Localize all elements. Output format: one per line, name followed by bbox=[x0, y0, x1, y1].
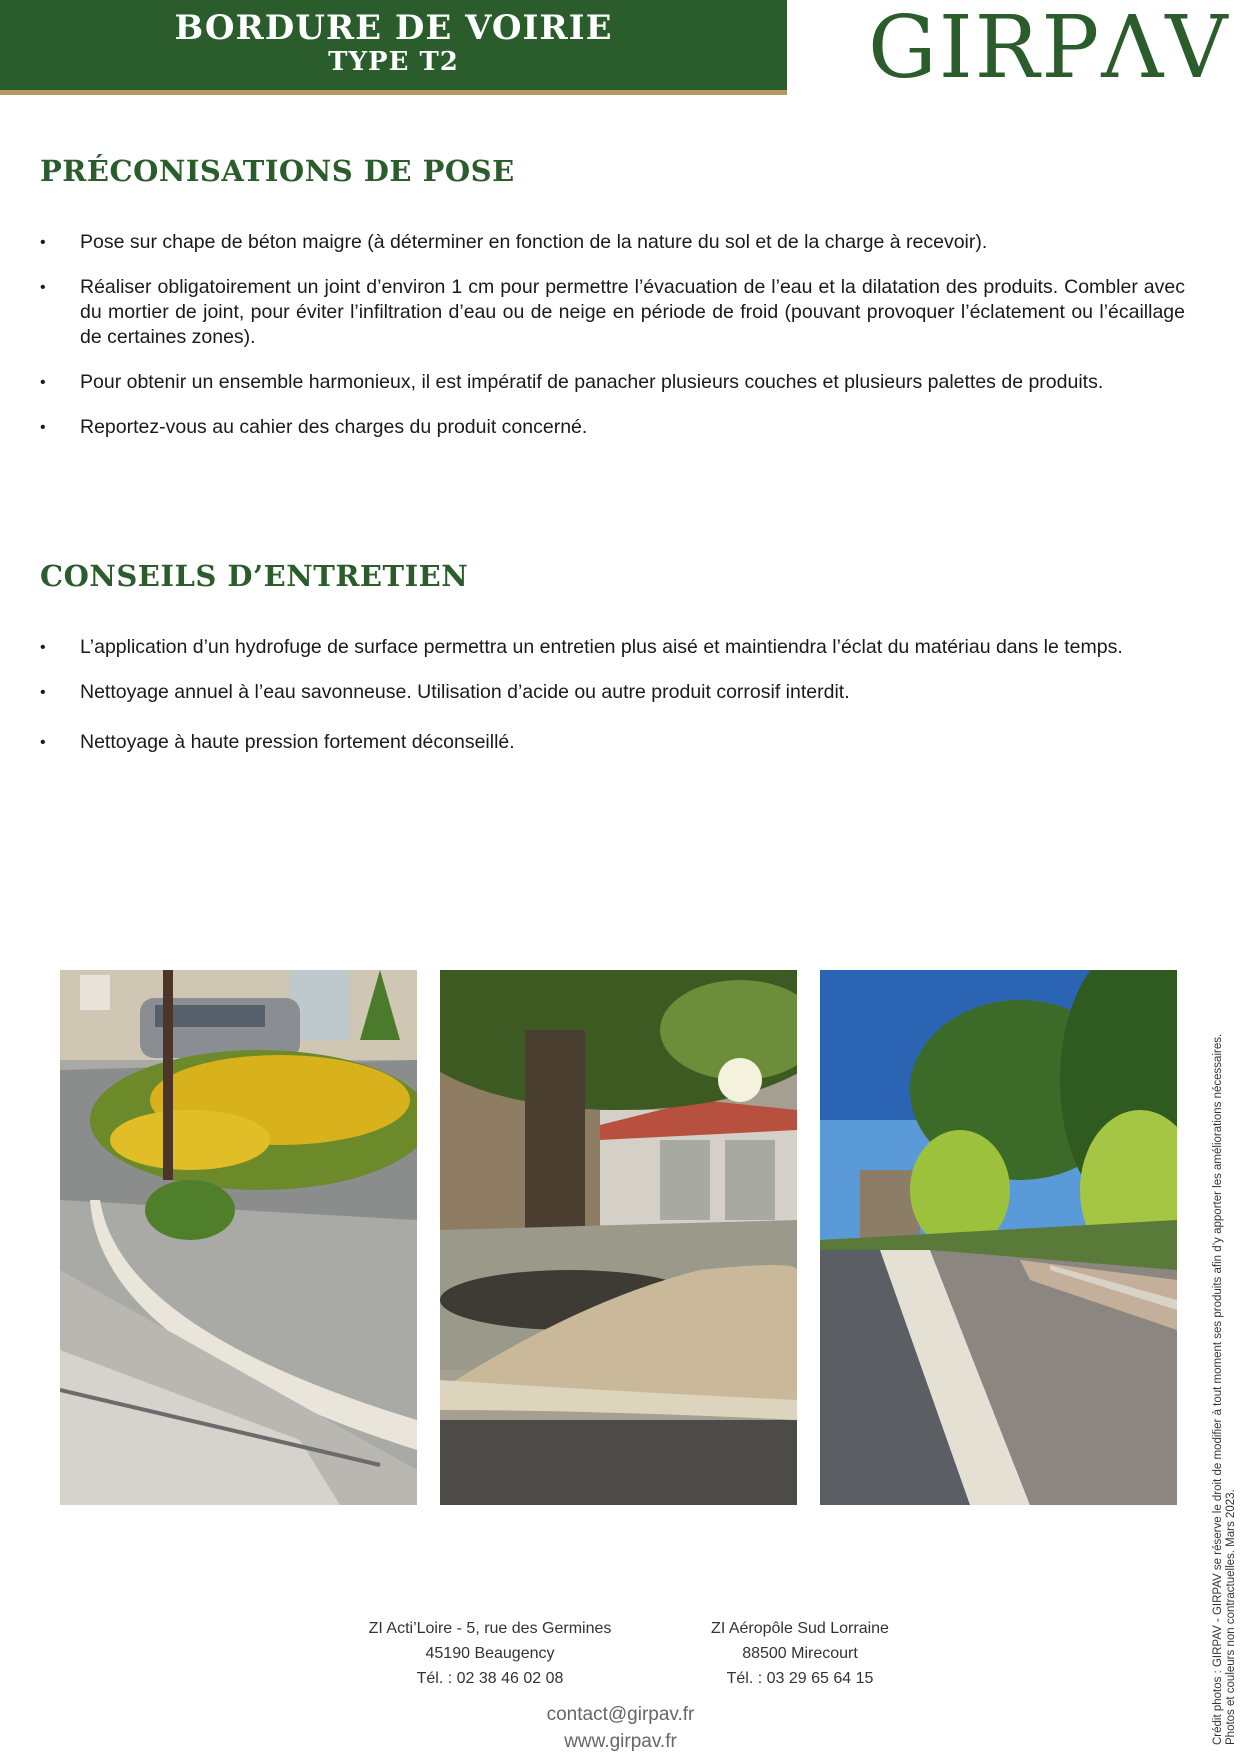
list-item: • Pour obtenir un ensemble harmonieux, il est impératif de panacher plusieurs couches et plusieurs palettes de produits. bbox=[40, 371, 1104, 393]
entretien-list bbox=[40, 635, 1185, 775]
bullet-icon: • bbox=[40, 639, 46, 656]
photo-street-curb bbox=[60, 970, 417, 1505]
photo-credit: Crédit photos : GIRPAV - GIRPAV se réserve le droit de modifier à tout moment ses produits afin d’y apporter les améliorations nécessaires. Photos et couleurs non contractuelles. Mars 2023. bbox=[1212, 1033, 1237, 1745]
list-item: • Nettoyage à haute pression fortement déconseillé. bbox=[40, 731, 515, 753]
list-item: • Reportez-vous au cahier des charges du produit concerné. bbox=[40, 416, 588, 438]
bullet-icon: • bbox=[40, 419, 46, 436]
list-item: • Réaliser obligatoirement un joint d’environ 1 cm pour permettre l’évacuation de l’eau et la dilatation des produits. Combler avec du mortier de joint, pour éviter l’infiltration d’eau ou de neige en période de froid (pouvant provoquer l’éclatement ou l’écaillage de certaines zones). bbox=[40, 276, 1185, 348]
website-link[interactable]: www.girpav.fr bbox=[564, 1731, 677, 1752]
bullet-icon: • bbox=[40, 374, 46, 391]
pose-list bbox=[40, 230, 1185, 460]
address-mirecourt: ZI Aéropôle Sud Lorraine 88500 Mirecourt Tél. : 03 29 65 64 15 bbox=[711, 1620, 889, 1687]
header-banner bbox=[0, 0, 787, 95]
list-item: • Pose sur chape de béton maigre (à déterminer en fonction de la nature du sol et de la charge à recevoir). bbox=[40, 231, 988, 253]
list-item: • L’application d’un hydrofuge de surface permettra un entretien plus aisé et maintiendra l’éclat du matériau dans le temps. bbox=[40, 636, 1123, 658]
document-subtitle: TYPE T2 bbox=[328, 47, 459, 77]
bullet-icon: • bbox=[40, 734, 46, 751]
section-heading-pose: PRÉCONISATIONS DE POSE bbox=[40, 154, 515, 188]
photo-avenue-curb bbox=[820, 970, 1177, 1505]
bullet-icon: • bbox=[40, 684, 46, 701]
photo-tree-paving bbox=[440, 970, 797, 1505]
bullet-icon: • bbox=[40, 234, 46, 251]
girpav-logo: GIRPΛV bbox=[868, 0, 1230, 98]
email-link[interactable]: contact@girpav.fr bbox=[546, 1704, 695, 1725]
address-beaugency: ZI Acti’Loire - 5, rue des Germines 45190 Beaugency Tél. : 02 38 46 02 08 bbox=[368, 1620, 612, 1687]
list-item: • Nettoyage annuel à l’eau savonneuse. Utilisation d’acide ou autre produit corrosif interdit. bbox=[40, 681, 850, 703]
section-heading-entretien: CONSEILS D’ENTRETIEN bbox=[40, 559, 469, 593]
document-title: BORDURE DE VOIRIE bbox=[174, 8, 613, 48]
bullet-icon: • bbox=[40, 279, 46, 296]
